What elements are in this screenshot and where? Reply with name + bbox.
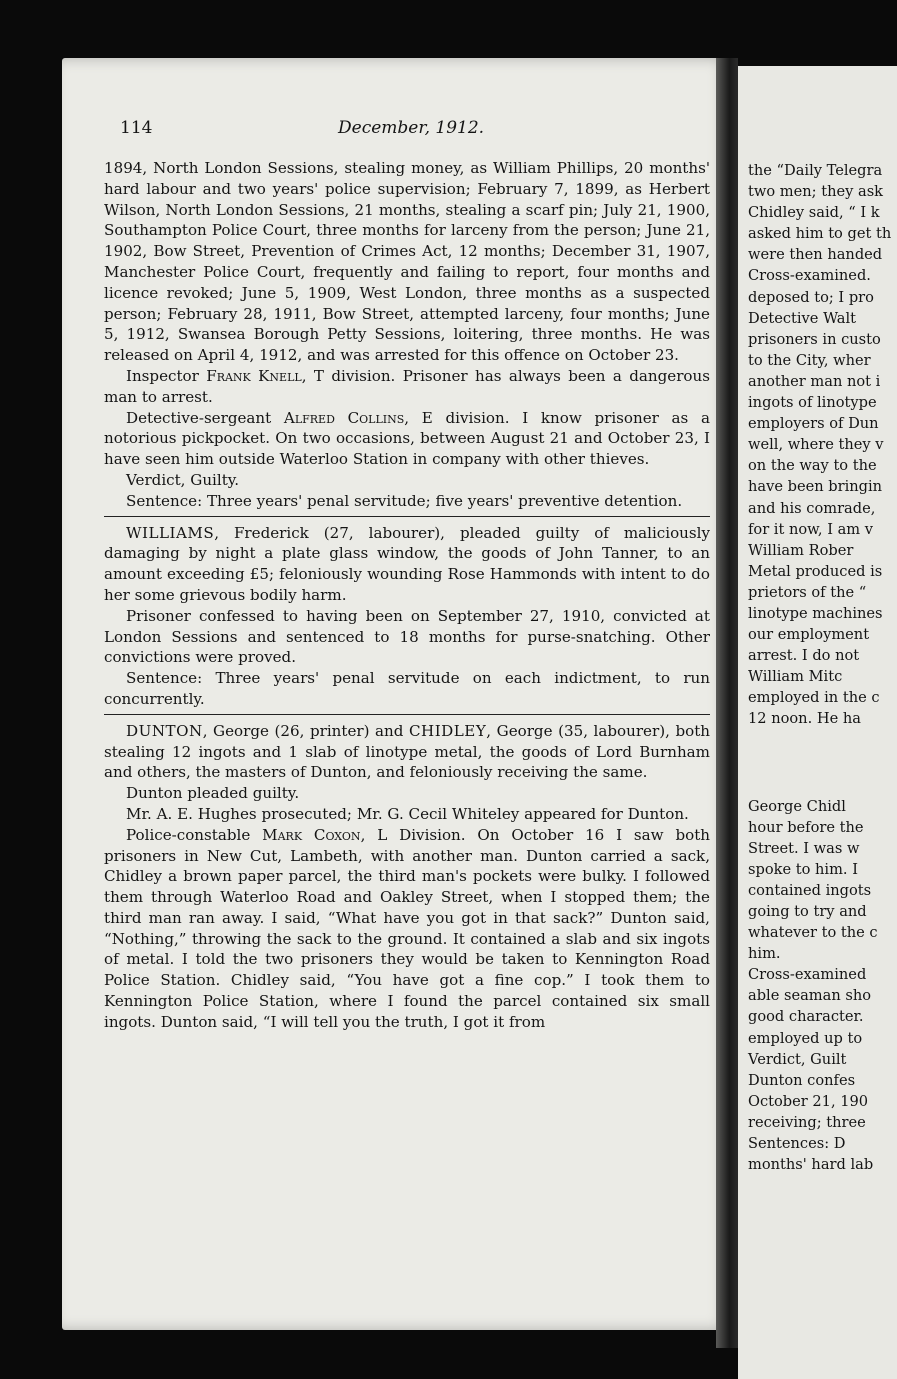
right-page-line: going to try and bbox=[748, 903, 867, 920]
right-page-line: ingots of linotype bbox=[748, 394, 877, 412]
text: , T division. Prisoner has always been a dangerous man to arrest. bbox=[104, 366, 710, 406]
right-page-line: spoke to him. I bbox=[748, 860, 858, 878]
right-page-line: Sentences: D bbox=[748, 1135, 846, 1153]
text: , Frederick (27, labourer), pleaded guilty of maliciously damaging by night a plate glass window, the goods of John Tanner, to an amount exceeding £5; feloniously wounding Rose Hammonds with intent to do her some grievous bodily harm. bbox=[104, 523, 710, 604]
right-page-line: William Rober bbox=[748, 541, 854, 559]
right-page-line: prietors of the “ bbox=[748, 583, 867, 601]
spacer bbox=[748, 730, 897, 796]
right-page-line: good character. bbox=[748, 1008, 864, 1026]
page-header bbox=[120, 118, 680, 140]
right-page-line: two men; they ask bbox=[748, 183, 884, 201]
right-page-line: 12 noon. He ha bbox=[748, 710, 861, 728]
right-page-line: well, where they v bbox=[748, 436, 884, 454]
right-page-line: were then handed bbox=[748, 246, 883, 264]
right-page-line: on the way to the bbox=[748, 457, 877, 475]
right-page-line: him. bbox=[748, 945, 781, 963]
right-page-line: another man not i bbox=[748, 372, 881, 390]
paragraph bbox=[104, 523, 710, 606]
divider bbox=[104, 516, 710, 517]
left-page-text bbox=[104, 158, 710, 1033]
text: Police-constable bbox=[126, 825, 263, 844]
paragraph bbox=[104, 825, 710, 1033]
text: Detective-sergeant bbox=[126, 408, 284, 427]
right-page-line: prisoners in custo bbox=[748, 330, 881, 348]
right-page-line: George Chidl bbox=[748, 797, 846, 815]
text: , George (35, labourer), both stealing 12 ingots and 1 slab of linotype metal, the goods of Lord Burnham and others, the masters of Dunton, and feloniously receiving the same. bbox=[104, 721, 710, 782]
right-page-line: Dunton confes bbox=[748, 1071, 856, 1089]
right-page-line: able seaman sho bbox=[748, 987, 872, 1005]
witness-name: Mark Coxon bbox=[262, 825, 361, 844]
right-page-line: Verdict, Guilt bbox=[748, 1050, 847, 1068]
right-page-line: receiving; three bbox=[748, 1113, 866, 1131]
right-page-line: employers of Dun bbox=[748, 415, 879, 433]
right-page-line: Metal produced is bbox=[748, 562, 883, 580]
page-number: 114 bbox=[120, 118, 153, 138]
paragraph bbox=[104, 721, 710, 783]
paragraph: Mr. A. E. Hughes prosecuted; Mr. G. Cecil Whiteley appeared for Dunton. bbox=[126, 804, 689, 823]
paragraph bbox=[104, 408, 710, 470]
right-page-line: employed in the c bbox=[748, 689, 880, 707]
paragraph: 1894, North London Sessions, stealing money, as William Phillips, 20 months' hard labour and two years' police supervision; February 7, 1899, as Herbert Wilson, North London Sessions, 21 months, stealing a scarf pin; July 21, 1900, Southampton Police Court, three months for larceny from the person; June 21, 1902, Bow Street, Prevention of Crimes Act, 12 months; December 31, 1907, Manchester Police Court, frequently and failing to report, four months and licence revoked; June 5, 1909, West London, three months as a suspected person; February 28, 1911, Bow Street, attempted larceny, four months; June 5, 1912, Swansea Borough Petty Sessions, loitering, three months. He was released on April 4, 1912, and was arrested for this offence on October 23. bbox=[104, 159, 710, 365]
right-page-line: William Mitc bbox=[748, 668, 843, 686]
paragraph: Sentence: Three years' penal servitude; five years' preventive detention. bbox=[126, 491, 683, 510]
right-page-text bbox=[748, 160, 897, 1175]
right-page-line: Street. I was w bbox=[748, 839, 860, 857]
right-page-line: whatever to the c bbox=[748, 924, 878, 942]
right-page-line: employed up to bbox=[748, 1029, 863, 1047]
right-page-line: asked him to get th bbox=[748, 225, 892, 243]
right-page-line: Chidley said, “ I k bbox=[748, 204, 880, 222]
witness-name: Frank Knell bbox=[206, 366, 302, 385]
paragraph: Sentence: Three years' penal servitude on each indictment, to run concurrently. bbox=[104, 669, 710, 708]
witness-name: Alfred Collins bbox=[283, 408, 405, 427]
right-page-line: for it now, I am v bbox=[748, 520, 874, 538]
right-page-line: hour before the bbox=[748, 818, 864, 836]
right-page-line: our employment bbox=[748, 626, 870, 644]
defendant-name: WILLIAMS bbox=[126, 523, 215, 542]
paragraph: Verdict, Guilty. bbox=[126, 470, 240, 489]
paragraph bbox=[104, 366, 710, 408]
right-page-line: months' hard lab bbox=[748, 1156, 874, 1174]
right-page-line: October 21, 190 bbox=[748, 1092, 869, 1110]
text: , L Division. On October 16 I saw both prisoners in New Cut, Lambeth, with another man. Dunton carried a sack, Chidley a brown paper parcel, the third man's pockets were bulky. I followed them through Waterloo Road and Oakley Street, when I stopped them; the third man ran away. I said, “What have you got in that sack?” Dunton said, “Nothing,” throwing the sack to the ground. It contained a slab and six ingots of metal. I told the two prisoners they would be taken to Kennington Road Police Station. Chidley said, “You have got a fine cop.” I took them to Kennington Police Station, where I found the parcel contained six small ingots. Dunton said, “I will tell you the truth, I got it from bbox=[104, 825, 710, 1031]
right-page-line: deposed to; I pro bbox=[748, 288, 874, 306]
right-page-line: to the City, wher bbox=[748, 351, 871, 369]
paragraph: Prisoner confessed to having been on September 27, 1910, convicted at London Sessions and sentenced to 18 months for purse-snatching. Other convictions were proved. bbox=[104, 606, 710, 667]
right-page-line: the “Daily Telegra bbox=[748, 162, 883, 179]
text: , George (26, printer) and bbox=[202, 721, 409, 740]
right-page-line: have been bringin bbox=[748, 478, 883, 496]
defendant-name: CHIDLEY bbox=[409, 721, 487, 740]
book-gutter bbox=[716, 58, 738, 1348]
right-page-line: and his comrade, bbox=[748, 499, 876, 517]
divider bbox=[104, 714, 710, 715]
defendant-name: DUNTON bbox=[126, 721, 203, 740]
right-page-line: linotype machines bbox=[748, 604, 883, 622]
running-head: December, 1912. bbox=[338, 118, 485, 138]
right-page-line: Cross-examined bbox=[748, 966, 867, 984]
paragraph: Dunton pleaded guilty. bbox=[126, 784, 300, 803]
right-page-line: Cross-examined. bbox=[748, 267, 871, 285]
text: Inspector bbox=[126, 366, 207, 385]
right-page bbox=[738, 66, 897, 1379]
right-page-line: Detective Walt bbox=[748, 309, 857, 327]
right-page-line: contained ingots bbox=[748, 881, 872, 899]
right-page-line: arrest. I do not bbox=[748, 647, 860, 665]
text: , E division. I know prisoner as a notorious pickpocket. On two occasions, between August 21 and October 23, I have seen him outside Waterloo Station in company with other thieves. bbox=[104, 408, 710, 469]
